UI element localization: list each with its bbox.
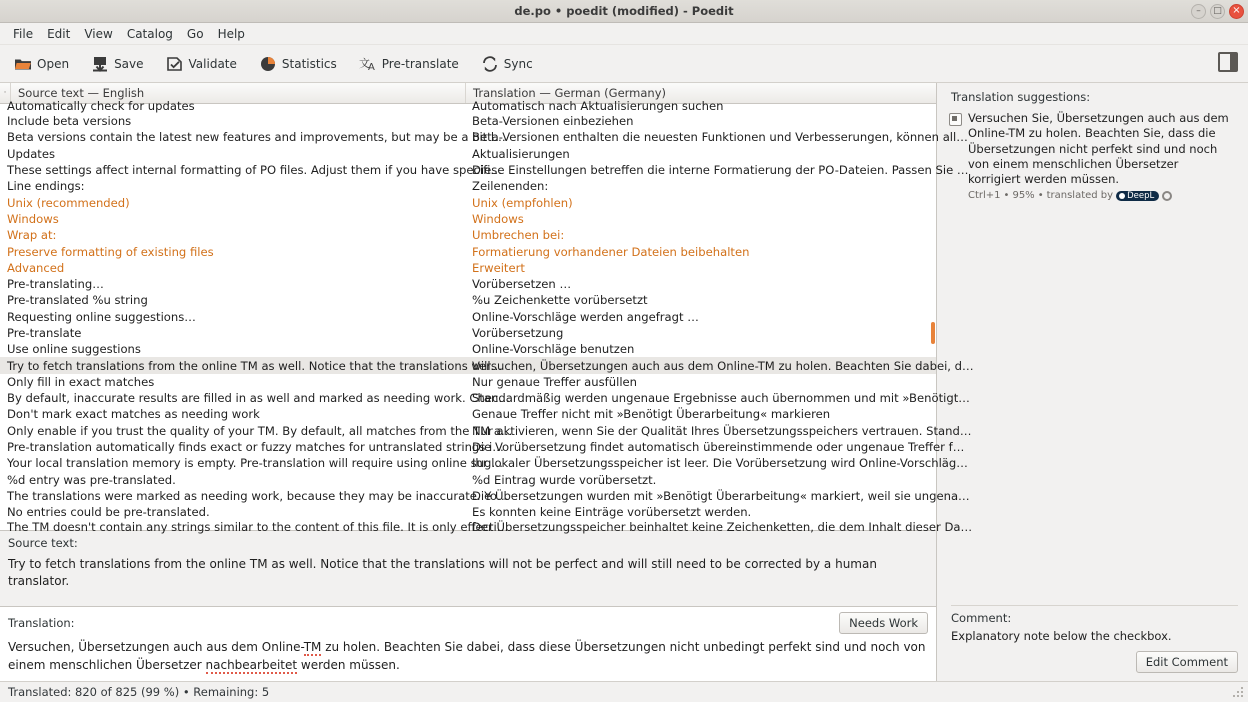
- folder-open-icon: [14, 55, 32, 73]
- list-scrollbar-thumb[interactable]: [931, 322, 935, 344]
- row-source-text: Beta versions contain the latest new features and improvements, but may be a bit l…: [7, 130, 506, 145]
- comment-section: [937, 601, 1248, 643]
- table-row[interactable]: [0, 423, 972, 439]
- row-translation-text: Zeilenenden:: [472, 179, 549, 194]
- edit-comment-button[interactable]: Edit Comment: [1136, 651, 1238, 673]
- translation-list[interactable]: [0, 99, 974, 535]
- row-source-text: Automatically check for updates: [7, 99, 195, 113]
- comment-text: Explanatory note below the checkbox.: [951, 629, 1172, 643]
- row-translation-text: Automatisch nach Aktualisierungen suchen: [472, 99, 724, 113]
- save-icon: [91, 55, 109, 73]
- row-source-text: By default, inaccurate results are filled in as well and marked as needing work. Chec…: [7, 391, 510, 406]
- row-translation-text: Standardmäßig werden ungenaue Ergebnisse auch übernommen und mit »Benötigt…: [472, 391, 970, 406]
- sidebar-toggle-icon: [1218, 52, 1238, 72]
- row-source-text: Updates: [7, 146, 56, 161]
- row-translation-text: Die Übersetzungen wurden mit »Benötigt Überarbeitung« markiert, weil sie ungena…: [472, 488, 970, 503]
- table-row[interactable]: [0, 439, 965, 455]
- checkbox-icon: [949, 113, 962, 126]
- deepl-label: DeepL: [1127, 190, 1155, 201]
- row-translation-text: %u Zeichenkette vorübersetzt: [472, 293, 648, 308]
- translation-editor-header: [8, 612, 928, 634]
- meta-sep-1: •: [1003, 190, 1010, 202]
- row-source-text: Include beta versions: [7, 114, 132, 129]
- table-row[interactable]: [0, 357, 974, 373]
- table-row[interactable]: [0, 243, 936, 259]
- list-scrollbar[interactable]: [930, 104, 936, 530]
- row-source-text: No entries could be pre-translated.: [7, 505, 210, 520]
- meta-sep-2: •: [1037, 190, 1044, 202]
- translation-rows: [0, 99, 974, 535]
- row-translation-text: Es konnten keine Einträge vorübersetzt werden.: [472, 505, 752, 520]
- maximize-button[interactable]: [1210, 4, 1225, 19]
- row-translation-text: Online-Vorschläge benutzen: [472, 342, 635, 357]
- row-source-text: Only enable if you trust the quality of your TM. By default, all matches from the TM a…: [7, 423, 513, 438]
- right-sidebar: [937, 83, 1248, 681]
- close-icon: ×: [1232, 4, 1241, 16]
- gutter-dot-icon: ·: [3, 88, 7, 98]
- svg-text:文: 文: [358, 56, 370, 70]
- row-source-text: The TM doesn't contain any strings similar to the content of this file. It is only effecti…: [7, 520, 509, 535]
- menu-view[interactable]: View: [84, 26, 113, 41]
- row-translation-text: Windows: [472, 211, 524, 226]
- row-source-text: Pre-translating…: [7, 277, 104, 292]
- translation-text-part1: Versuchen, Übersetzungen auch aus dem Online-: [8, 640, 304, 655]
- row-source-text: Pre-translation automatically finds exact or fuzzy matches for untranslated strings i…: [7, 440, 504, 455]
- row-source-text: Your local translation memory is empty. Pre-translation will require using online sug…: [7, 456, 503, 471]
- table-row[interactable]: [0, 227, 936, 243]
- row-source-text: Try to fetch translations from the online TM as well. Notice that the translations will…: [7, 358, 503, 373]
- window-title: de.po • poedit (modified) - Poedit: [514, 4, 734, 18]
- sidebar-footer: [937, 643, 1248, 681]
- row-translation-text: Versuchen, Übersetzungen auch aus dem Online-TM zu holen. Beachten Sie dabei, d…: [472, 358, 974, 373]
- open-button[interactable]: [8, 52, 75, 76]
- translation-text-part3: werden müssen.: [297, 657, 400, 672]
- menu-bar: [0, 23, 1248, 45]
- statistics-label: Statistics: [281, 56, 337, 71]
- statistics-button[interactable]: [253, 52, 343, 76]
- main-area: [0, 83, 1248, 681]
- table-row[interactable]: [0, 374, 936, 390]
- sync-button[interactable]: [475, 52, 539, 76]
- suggestion-translated-by: translated by: [1046, 190, 1114, 202]
- row-translation-text: Online-Vorschläge werden angefragt …: [472, 309, 699, 324]
- row-source-text: Line endings:: [7, 179, 85, 194]
- resize-grip-icon[interactable]: [1233, 687, 1245, 699]
- table-row[interactable]: [0, 325, 936, 341]
- row-source-text: Preserve formatting of existing files: [7, 244, 214, 259]
- row-translation-text: Aktualisierungen: [472, 146, 570, 161]
- minimize-button[interactable]: [1191, 4, 1206, 19]
- row-source-text: Requesting online suggestions…: [7, 309, 196, 324]
- table-row[interactable]: [0, 309, 936, 325]
- row-source-text: These settings affect internal formatting of PO files. Adjust them if you have specifi…: [7, 163, 502, 178]
- menu-edit[interactable]: Edit: [47, 26, 71, 41]
- suggestion-text: Versuchen Sie, Übersetzungen auch aus dem Online-TM zu holen. Beachten Sie, dass die Übersetzungen nicht perfekt sind und noch von einem menschlichen Übersetzer korrigiert werden müssen.: [968, 111, 1229, 187]
- status-bar: [0, 681, 1248, 702]
- row-translation-text: Nur genaue Treffer ausfüllen: [472, 374, 638, 389]
- row-translation-text: Vorübersetzen …: [472, 277, 572, 292]
- save-button[interactable]: [85, 52, 149, 76]
- row-translation-text: Nur aktivieren, wenn Sie der Qualität Ihres Übersetzungsspeichers vertrauen. Stand…: [472, 423, 972, 438]
- needs-work-button[interactable]: Needs Work: [839, 612, 928, 634]
- row-source-text: Don't mark exact matches as needing work: [7, 407, 260, 422]
- row-translation-text: Die Vorübersetzung findet automatisch übereinstimmende oder ungenaue Treffer f…: [472, 440, 965, 455]
- row-translation-text: Formatierung vorhandener Dateien beibehalten: [472, 244, 750, 259]
- menu-file[interactable]: File: [13, 26, 34, 41]
- row-source-text: Windows: [7, 211, 59, 226]
- suggestion-meta: [968, 190, 1234, 201]
- validate-button[interactable]: [160, 52, 243, 76]
- svg-text:A: A: [367, 61, 375, 73]
- translation-input[interactable]: [8, 634, 928, 674]
- open-label: Open: [37, 56, 70, 71]
- table-row[interactable]: [0, 276, 936, 292]
- source-text-value: Try to fetch translations from the online TM as well. Notice that the translations will not be perfect and will still need to be corrected by a human translator.: [8, 557, 877, 588]
- row-translation-text: Ihr lokaler Übersetzungsspeicher ist leer. Die Vorübersetzung wird Online-Vorschläg…: [472, 456, 968, 471]
- sidebar-toggle-button[interactable]: [1218, 52, 1238, 72]
- table-row[interactable]: [0, 341, 936, 357]
- status-text: Translated: 820 of 825 (99 %) • Remaining: 5: [8, 685, 270, 699]
- editor-pane: [0, 83, 974, 681]
- close-button[interactable]: [1229, 4, 1244, 19]
- row-translation-text: Vorübersetzung: [472, 326, 564, 340]
- row-translation-text: Unix (empfohlen): [472, 195, 573, 210]
- title-bar: [0, 0, 1248, 23]
- menu-go[interactable]: Go: [186, 26, 204, 41]
- table-row[interactable]: [0, 162, 969, 178]
- deepl-ball-icon: [1119, 193, 1125, 199]
- translation-label: Translation:: [8, 616, 75, 631]
- row-translation-text: Beta-Versionen enthalten die neuesten Funktionen und Verbesserungen, können all…: [472, 130, 968, 145]
- pre-translate-icon: [359, 55, 377, 73]
- row-source-text: Use online suggestions: [7, 342, 141, 357]
- table-row[interactable]: [0, 520, 973, 535]
- table-row[interactable]: [0, 455, 968, 471]
- gear-icon[interactable]: [1162, 191, 1172, 201]
- row-source-text: Pre-translated %u string: [7, 293, 148, 308]
- table-row[interactable]: [0, 390, 970, 406]
- row-source-text: Pre-translate: [7, 326, 82, 340]
- translation-text-misspelled: nachbearbeitet: [205, 657, 298, 672]
- comment-divider: [951, 605, 1238, 606]
- row-source-text: Only fill in exact matches: [7, 374, 155, 389]
- row-source-text: %d entry was pre-translated.: [7, 472, 176, 487]
- row-source-text: The translations were marked as needing work, because they may be inaccurate. Yo…: [7, 488, 509, 503]
- translation-editor-panel: [0, 606, 936, 692]
- save-label: Save: [114, 56, 144, 71]
- menu-catalog[interactable]: Catalog: [126, 26, 173, 41]
- table-row[interactable]: [0, 211, 936, 227]
- menu-help[interactable]: Help: [217, 26, 245, 41]
- table-row[interactable]: [0, 178, 936, 194]
- pre-translate-button[interactable]: [353, 52, 465, 76]
- row-translation-text: Der Übersetzungsspeicher beinhaltet keine Zeichenketten, die dem Inhalt dieser Da…: [472, 520, 973, 535]
- suggestions-label: Translation suggestions:: [951, 90, 1091, 104]
- row-source-text: Wrap at:: [7, 228, 57, 243]
- table-row[interactable]: [0, 194, 936, 210]
- row-source-text: Advanced: [7, 260, 65, 275]
- maximize-icon: □: [1213, 5, 1222, 16]
- toolbar: [0, 45, 1248, 83]
- statistics-icon: [259, 55, 277, 73]
- table-row[interactable]: [0, 292, 936, 308]
- translation-text-part2: zu holen. Beachten Sie dabei, dass diese Übersetzungen nicht unbedingt perfekt sind und noch von einem menschlichen Übersetzer: [8, 640, 926, 672]
- suggestion-body: [968, 111, 1234, 201]
- table-row[interactable]: [0, 146, 936, 162]
- column-header-source[interactable]: Source text — English: [11, 83, 466, 103]
- suggestions-list: [937, 108, 1248, 601]
- row-translation-text: %d Eintrag wurde vorübersetzt.: [472, 472, 657, 487]
- translation-text-tm: TM: [303, 640, 322, 655]
- table-row[interactable]: [0, 113, 936, 129]
- table-row[interactable]: [0, 472, 936, 488]
- table-row[interactable]: [0, 99, 936, 113]
- row-translation-text: Beta-Versionen einbeziehen: [472, 114, 634, 129]
- validate-label: Validate: [188, 56, 237, 71]
- suggestion-item[interactable]: [947, 108, 1238, 204]
- column-header-translation[interactable]: Translation — German (Germany): [473, 86, 667, 100]
- sync-icon: [481, 55, 499, 73]
- table-row[interactable]: [0, 129, 968, 145]
- row-translation-text: Genaue Treffer nicht mit »Benötigt Überarbeitung« markieren: [472, 407, 831, 422]
- comment-label: Comment:: [951, 611, 1012, 625]
- suggestion-shortcut: Ctrl+1: [968, 190, 1001, 202]
- row-translation-text: Erweitert: [472, 260, 525, 275]
- row-source-text: Unix (recommended): [7, 195, 130, 210]
- window-controls: [1191, 0, 1244, 22]
- pre-translate-label: Pre-translate: [381, 56, 459, 71]
- table-row[interactable]: [0, 504, 936, 520]
- table-row[interactable]: [0, 260, 936, 276]
- minimize-icon: –: [1196, 5, 1201, 16]
- table-row[interactable]: [0, 406, 936, 422]
- row-translation-text: Diese Einstellungen betreffen die interne Formatierung der PO-Dateien. Passen Sie …: [472, 163, 969, 178]
- source-text-label: Source text:: [8, 536, 78, 551]
- source-text-panel: [0, 530, 936, 606]
- deepl-logo-icon: [1116, 191, 1159, 201]
- suggestion-score: 95%: [1012, 190, 1035, 202]
- table-row[interactable]: [0, 488, 970, 504]
- row-translation-text: Umbrechen bei:: [472, 228, 565, 243]
- sync-label: Sync: [503, 56, 533, 71]
- validate-icon: [166, 55, 184, 73]
